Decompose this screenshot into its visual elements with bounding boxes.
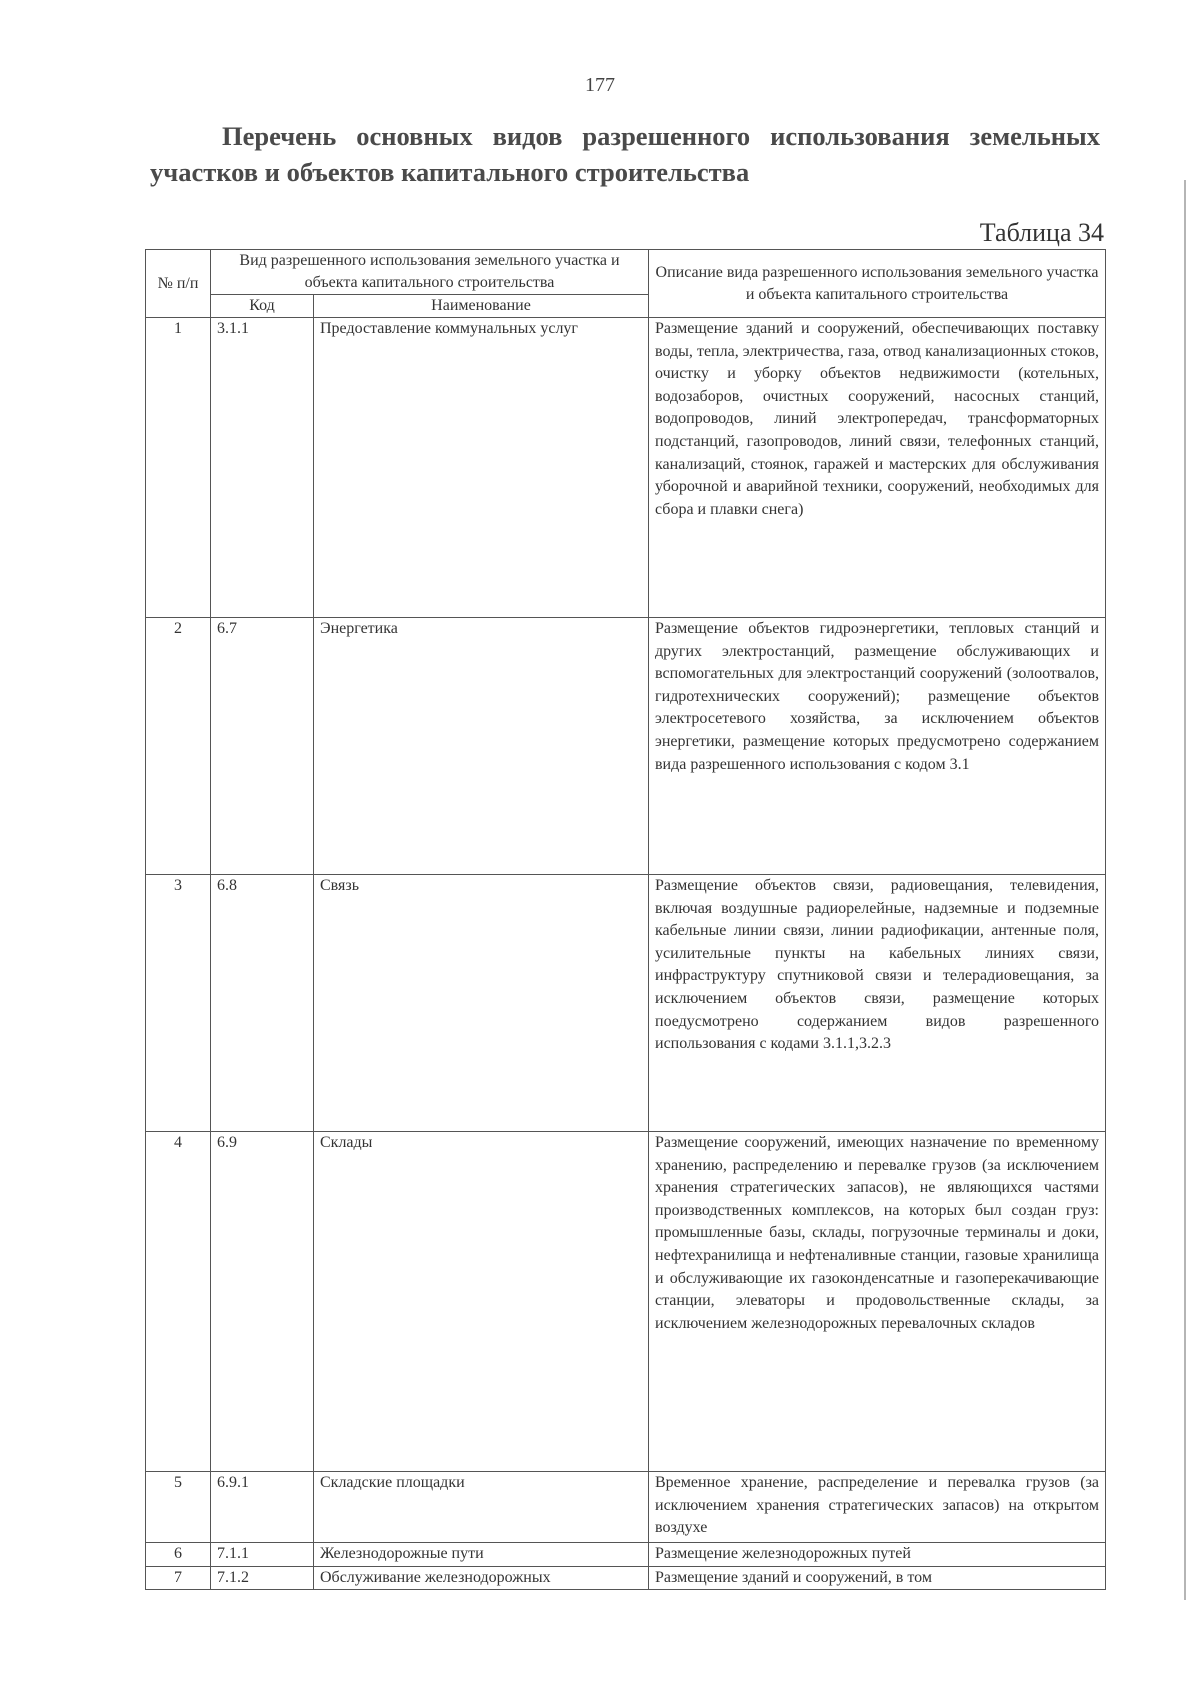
header-code: Код <box>211 295 314 318</box>
row-num: 3 <box>146 875 211 1132</box>
table-row <box>146 1566 1106 1590</box>
header-name: Наименование <box>314 295 649 318</box>
row-code: 6.8 <box>211 875 314 1132</box>
table-row <box>146 318 1106 618</box>
row-num: 7 <box>146 1566 211 1590</box>
row-name: Железнодорожные пути <box>314 1543 649 1567</box>
row-description: Размещение зданий и сооружений, обеспечивающих поставку воды, тепла, электричества, газа, отвод канализационных стоков, очистку и уборку объектов недвижимости (котельных, водозаборов, очистных сооружений, насосных станций, водопроводов, линий электропередач, трансформаторных подстанций, газопроводов, линий связи, телефонных станций, канализаций, стоянок, гаражей и мастерских для обслуживания уборочной и аварийной техники, сооружений, необходимых для сбора и плавки снега) <box>649 318 1106 618</box>
table-row <box>146 618 1106 875</box>
row-name: Складские площадки <box>314 1472 649 1543</box>
row-description: Размещение железнодорожных путей <box>649 1543 1106 1567</box>
row-description: Размещение объектов связи, радиовещания, телевидения, включая воздушные радиорелейные, надземные и подземные кабельные линии связи, линии радиофикации, антенные поля, усилительные пункты на кабельных линиях связи, инфраструктуру спутниковой связи и телерадиовещания, за исключением объектов связи, размещение которых поедусмотрено содержанием видов разрешенного использования с кодами 3.1.1,3.2.3 <box>649 875 1106 1132</box>
table-row <box>146 1132 1106 1472</box>
row-code: 6.7 <box>211 618 314 875</box>
row-description: Размещение сооружений, имеющих назначение по временному хранению, распределению и перевалке грузов (за исключением хранения стратегических запасов), не являющихся частями производственных комплексов, на которых был создан груз: промышленные базы, склады, погрузочные терминалы и доки, нефтехранилища и нефтеналивные станции, газовые хранилища и обслуживающие их газоконденсатные и газоперекачивающие станции, элеваторы и продовольственные склады, за исключением железнодорожных перевалочных складов <box>649 1132 1106 1472</box>
land-use-table <box>145 249 1106 1590</box>
row-name: Склады <box>314 1132 649 1472</box>
table-row <box>146 1543 1106 1567</box>
row-num: 2 <box>146 618 211 875</box>
row-description: Размещение объектов гидроэнергетики, тепловых станций и других электростанций, размещение обслуживающих и вспомогательных для электростанций сооружений (золоотвалов, гидротехнических сооружений); размещение объектов электросетевого хозяйства, за исключением объектов энергетики, размещение которых предусмотрено содержанием вида разрешенного использования с кодом 3.1 <box>649 618 1106 875</box>
row-description: Размещение зданий и сооружений, в том <box>649 1566 1106 1590</box>
header-use-type-group: Вид разрешенного использования земельного участка и объекта капитального строительства <box>211 250 649 295</box>
header-description: Описание вида разрешенного использования земельного участка и объекта капитального строительства <box>649 250 1106 318</box>
table-caption: Таблица 34 <box>979 218 1104 247</box>
row-description: Временное хранение, распределение и перевалка грузов (за исключением хранения стратегических запасов) на открытом воздухе <box>649 1472 1106 1543</box>
row-name: Энергетика <box>314 618 649 875</box>
row-num: 1 <box>146 318 211 618</box>
row-code: 6.9.1 <box>211 1472 314 1543</box>
row-num: 6 <box>146 1543 211 1567</box>
scan-edge-line <box>1184 180 1186 1600</box>
document-title: Перечень основных видов разрешенного использования земельных участков и объектов капитального строительства <box>150 121 1100 187</box>
row-code: 7.1.1 <box>211 1543 314 1567</box>
row-name: Обслуживание железнодорожных <box>314 1566 649 1590</box>
header-num: № п/п <box>146 250 211 318</box>
table-row <box>146 1472 1106 1543</box>
row-num: 5 <box>146 1472 211 1543</box>
row-name: Предоставление коммунальных услуг <box>314 318 649 618</box>
table-row <box>146 875 1106 1132</box>
row-num: 4 <box>146 1132 211 1472</box>
page-number: 177 <box>585 74 615 96</box>
row-name: Связь <box>314 875 649 1132</box>
row-code: 7.1.2 <box>211 1566 314 1590</box>
row-code: 3.1.1 <box>211 318 314 618</box>
row-code: 6.9 <box>211 1132 314 1472</box>
